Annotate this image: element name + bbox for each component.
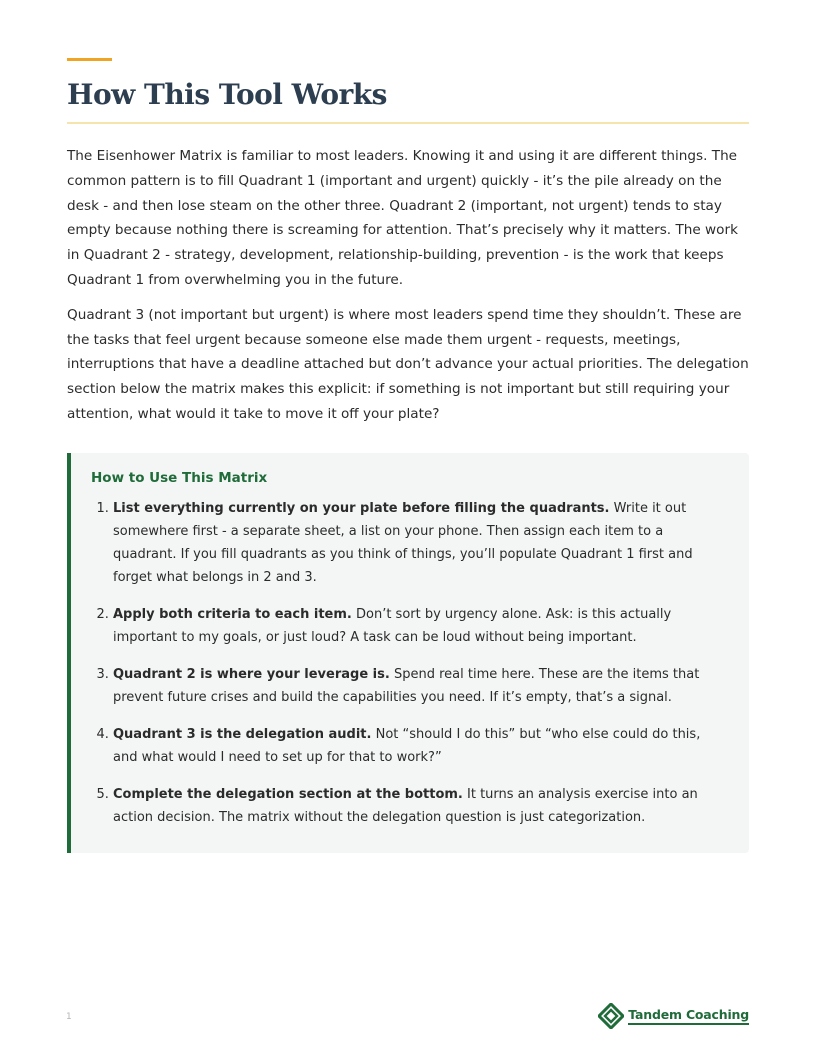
intro-paragraph-1: The Eisenhower Matrix is familiar to most leaders. Knowing it and using it are different things. The common pattern is to fill Quadrant 1 (important and urgent) quickly - it’s the pile already on the desk - and then lose steam on the other three. Quadrant 2 (important, not urgent) tends to stay empty because nothing there is screaming for attention. That’s precisely why it matters. The work in Quadrant 2 - strategy, development, relationship-building, prevention - is the work that keeps Quadrant 1 from overwhelming you in the future. — [67, 148, 738, 288]
how-to-step-5 — [113, 783, 727, 829]
step-5-text: It turns an analysis exercise into an action decision. The matrix without the delegation question is just categorization. — [113, 786, 698, 825]
step-5-lead: Complete the delegation section at the bottom. — [113, 786, 463, 802]
brand-footer — [598, 1003, 749, 1029]
title-accent-bar — [67, 58, 112, 61]
step-4-lead: Quadrant 3 is the delegation audit. — [113, 726, 372, 742]
tandem-diamond-logo-icon — [598, 1003, 624, 1029]
step-1-lead: List everything currently on your plate before filling the quadrants. — [113, 500, 610, 516]
how-to-step-2 — [113, 603, 727, 649]
how-to-step-4 — [113, 723, 727, 769]
intro-section — [67, 144, 749, 427]
step-1-text: Write it out somewhere first - a separate sheet, a list on your phone. Then assign each item to a quadrant. If you fill quadrants as you think of things, you’ll populate Quadrant 1 first and forget what belongs in 2 and 3. — [113, 500, 693, 585]
step-2-text: Don’t sort by urgency alone. Ask: is this actually important to my goals, or just loud? A task can be loud without being important. — [113, 606, 672, 645]
how-to-title: How to Use This Matrix — [91, 469, 268, 486]
title-divider — [67, 122, 749, 124]
intro-paragraph-2: Quadrant 3 (not important but urgent) is where most leaders spend time they shouldn’t. These are the tasks that feel urgent because someone else made them urgent - requests, meetings, interruptions that have a deadline attached but don’t advance your actual priorities. The delegation section below the matrix makes this explicit: if something is not important but still requiring your attention, what would it take to move it off your plate? — [67, 306, 749, 422]
how-to-callout — [67, 453, 749, 853]
how-to-step-1 — [113, 497, 727, 589]
step-3-text: Spend real time here. These are the items that prevent future crises and build the capabilities you need. If it’s empty, that’s a signal. — [113, 666, 700, 705]
step-4-text: Not “should I do this” but “who else could do this, and what would I need to set up for that to work?” — [113, 726, 701, 765]
step-3-lead: Quadrant 2 is where your leverage is. — [113, 666, 390, 682]
page-content — [67, 58, 749, 853]
how-to-step-3 — [113, 663, 727, 709]
page-number: 1 — [66, 1012, 72, 1022]
how-to-steps-list — [91, 497, 727, 829]
page-title: How This Tool Works — [67, 78, 387, 111]
brand-name: Tandem Coaching — [628, 1007, 749, 1025]
step-2-lead: Apply both criteria to each item. — [113, 606, 352, 622]
